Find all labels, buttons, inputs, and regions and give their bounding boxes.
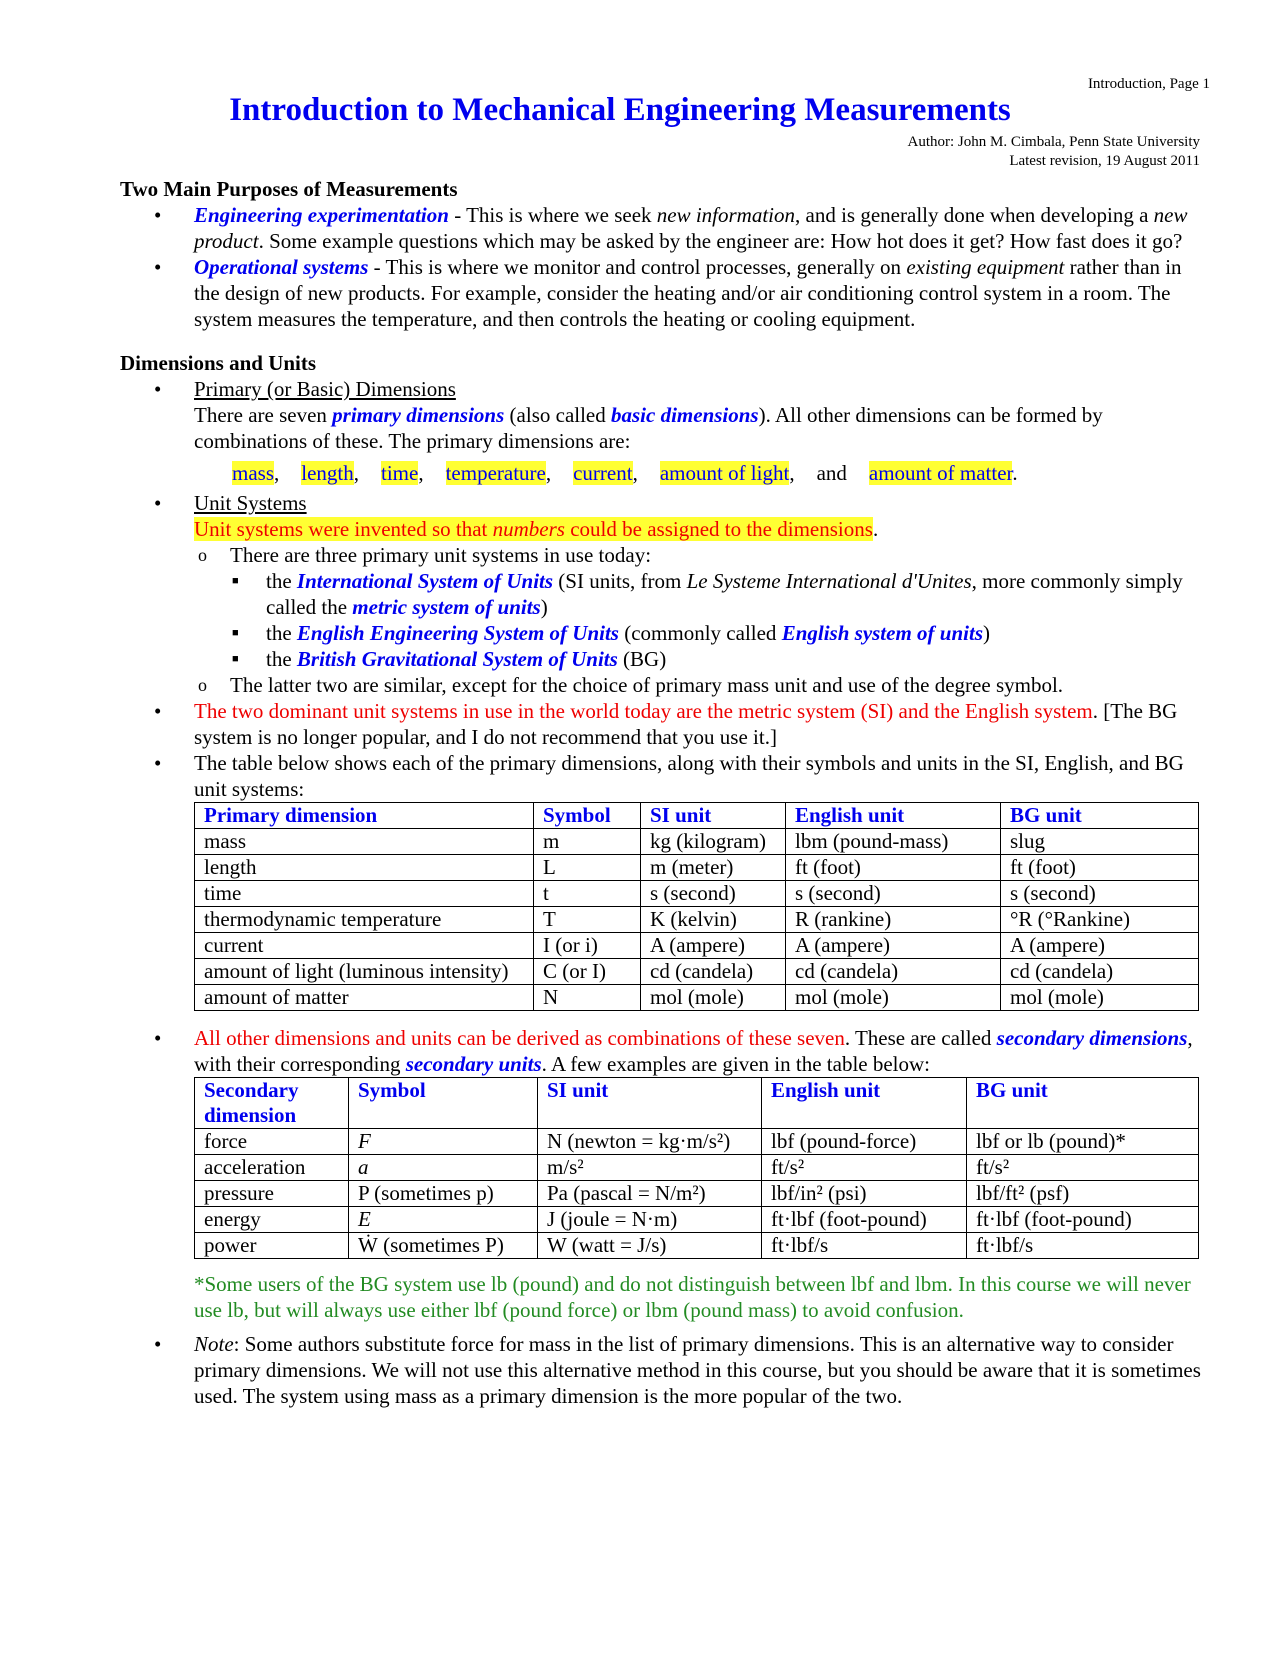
- list-item: [120, 376, 1205, 486]
- table-row: amount of light (luminous intensity) C (or I) cd (candela) cd (candela) cd (candela): [195, 959, 1199, 985]
- table-header: BG unit: [1001, 803, 1199, 829]
- page-title: Introduction to Mechanical Engineering Measurements: [229, 92, 1011, 128]
- dimension-mass: mass: [232, 461, 274, 485]
- primary-dimensions-text: There are seven primary dimensions (also called basic dimensions). All other dimensions can be formed by combinations of these. The primary dimensions are:: [194, 403, 1103, 453]
- table1-intro: • The table below shows each of the primary dimensions, along with their symbols and units in the SI, English, and BG unit systems:: [194, 751, 1184, 801]
- note-text: : Some authors substitute force for mass in the list of primary dimensions. This is an alternative way to consider primary dimensions. We will not use this alternative method in this course, but you should be aware that it is sometimes used. The system using mass as a primary dimension is the more popular of the two.: [194, 1332, 1201, 1408]
- term-operational-systems: Operational systems: [194, 255, 369, 279]
- list-item: • Operational systems - This is where we monitor and control processes, generally on existing equipment rather than in the design of new products. For example, consider the heating and/or air conditioning control system in a room. The system measures the temperature, and then controls the heating or cooling equipment.: [120, 254, 1205, 332]
- dimension-length: length: [301, 461, 354, 485]
- table-row: current I (or i) A (ampere) A (ampere) A (ampere): [195, 933, 1199, 959]
- list-item: • The two dominant unit systems in use in the world today are the metric system (SI) and the English system. [The BG system is no longer popular, and I do not recommend that you use it.]: [120, 698, 1205, 750]
- table-header: English unit: [762, 1078, 967, 1129]
- table-header: Secondary dimension: [195, 1078, 349, 1129]
- table-header: SI unit: [641, 803, 786, 829]
- table-header: English unit: [786, 803, 1001, 829]
- table-header: Primary dimension: [195, 803, 534, 829]
- table-row: mass m kg (kilogram) lbm (pound-mass) slug: [195, 829, 1199, 855]
- subheading-unit-systems: • Unit Systems: [194, 491, 307, 515]
- list-item: ■ the British Gravitational System of Units (BG): [230, 646, 1205, 672]
- list-item: [120, 1025, 1205, 1323]
- list-item: [120, 1331, 1205, 1409]
- table-row: time t s (second) s (second) s (second): [195, 881, 1199, 907]
- primary-dimensions-table: [194, 802, 1199, 1011]
- dimensions-list: [120, 376, 1205, 1409]
- table-row: acceleration a m/s² ft/s² ft/s²: [195, 1155, 1199, 1181]
- term-engineering-experimentation: Engineering experimentation: [194, 203, 449, 227]
- unit-systems-sublist: [194, 542, 1205, 698]
- table-header: Symbol: [349, 1078, 538, 1129]
- table-row: power Ẇ (sometimes P) W (watt = J/s) ft·lbf/s ft·lbf/s: [195, 1233, 1199, 1259]
- list-item: • Engineering experimentation - This is where we seek new information, and is generally done when developing a new product. Some example questions which may be asked by the engineer are: How hot does it get? How fast does it go?: [120, 202, 1205, 254]
- list-item: o There are three primary unit systems in use today: ■ the International System of Units (SI units, from Le Systeme International d'Unites, more commonly simply called the metric system of units) ■ the English Engineering System of Units (commonly called English system of units) ■ the British Gravitational System of Units (BG): [194, 542, 1205, 672]
- dimension-time: time: [381, 461, 419, 485]
- table-row: length L m (meter) ft (foot) ft (foot): [195, 855, 1199, 881]
- section-heading-dimensions: Dimensions and Units: [120, 351, 317, 375]
- list-item: ■ the English Engineering System of Units (commonly called English system of units): [230, 620, 1205, 646]
- secondary-dimensions-table: [194, 1077, 1199, 1259]
- table-row: force F N (newton = kg·m/s²) lbf (pound-force) lbf or lb (pound)*: [195, 1129, 1199, 1155]
- primary-dimensions-row: mass, length, time, temperature, current, amount of light, and amount of matter.: [232, 461, 1018, 485]
- dimension-temperature: temperature: [445, 461, 546, 485]
- table-row: amount of matter N mol (mole) mol (mole) mol (mole): [195, 985, 1199, 1011]
- subheading-primary-dimensions: • Primary (or Basic) Dimensions: [194, 377, 456, 401]
- author-block: [908, 133, 1200, 171]
- footnote: *Some users of the BG system use lb (pound) and do not distinguish between lbf and lbm. In this course we will never use lb, but will always use either lbf (pound force) or lbm (pound mass) to avoid confusion.: [194, 1272, 1191, 1322]
- table-header: BG unit: [967, 1078, 1199, 1129]
- list-item: [120, 490, 1205, 698]
- table-row: energy E J (joule = N·m) ft·lbf (foot-pound) ft·lbf (foot-pound): [195, 1207, 1199, 1233]
- page-number: Introduction, Page 1: [1087, 76, 1210, 92]
- list-item: o The latter two are similar, except for the choice of primary mass unit and use of the degree symbol.: [194, 672, 1205, 698]
- note-label: Note: [194, 1332, 234, 1356]
- unit-systems-highlight: Unit systems were invented so that numbers could be assigned to the dimensions.: [194, 517, 879, 541]
- dimension-amount-of-light: amount of light: [659, 461, 790, 485]
- revision-line: Latest revision, 19 August 2011: [1009, 153, 1200, 169]
- author-line: Author: John M. Cimbala, Penn State University: [907, 134, 1200, 150]
- purposes-list: [120, 202, 1205, 332]
- table-header: SI unit: [538, 1078, 762, 1129]
- table-row: pressure P (sometimes p) Pa (pascal = N/m²) lbf/in² (psi) lbf/ft² (psf): [195, 1181, 1199, 1207]
- list-item: ■ the International System of Units (SI units, from Le Systeme International d'Unites, more commonly simply called the metric system of units): [230, 568, 1205, 620]
- dimension-current: current: [573, 461, 633, 485]
- document-body: [120, 176, 1205, 1409]
- derived-text: • All other dimensions and units can be derived as combinations of these seven. These are called secondary dimensions, with their corresponding secondary units. A few examples are given in the table below:: [194, 1026, 1193, 1076]
- unit-systems-names: [230, 568, 1205, 672]
- table-row: thermodynamic temperature T K (kelvin) R (rankine) °R (°Rankine): [195, 907, 1199, 933]
- section-heading-purposes: Two Main Purposes of Measurements: [120, 177, 458, 201]
- list-item: [120, 750, 1205, 1025]
- dimension-amount-of-matter: amount of matter: [868, 461, 1013, 485]
- table-header: Symbol: [534, 803, 641, 829]
